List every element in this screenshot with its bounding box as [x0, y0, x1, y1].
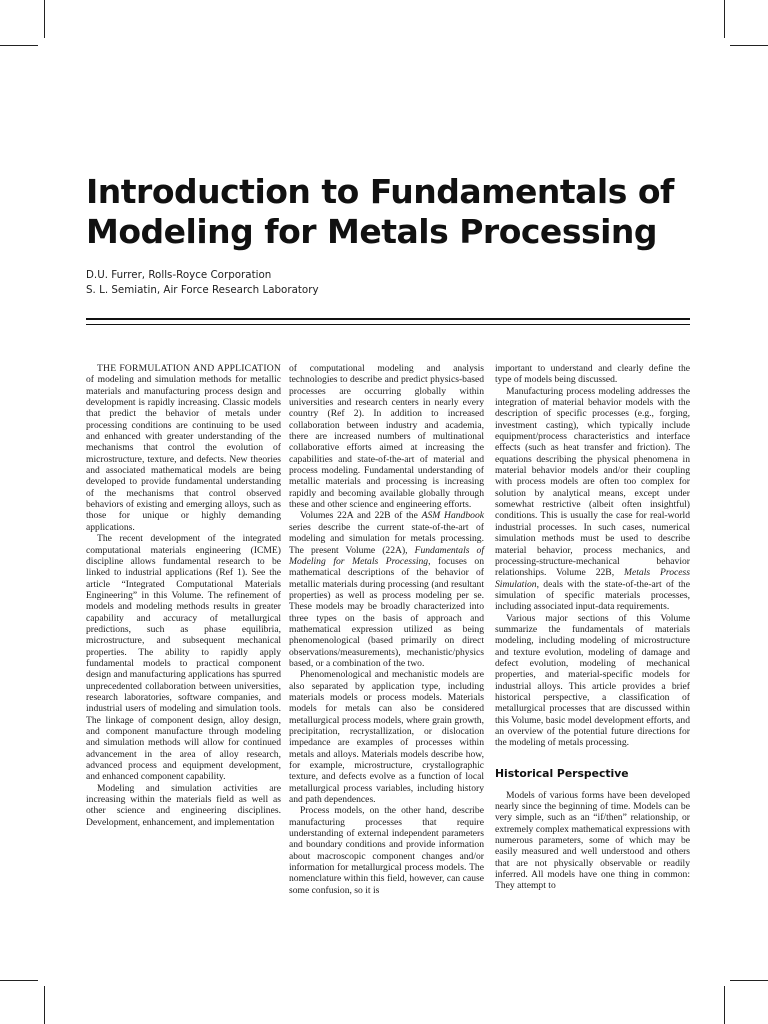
- crop-mark-bottom-right: [724, 986, 725, 1024]
- crop-mark-top-left: [44, 0, 45, 38]
- crop-mark-bottom-right-h: [730, 980, 768, 981]
- section-heading: Historical Perspective: [495, 766, 629, 780]
- paragraph-text: Manufacturing process modeling addresses the integration of material behavior models with the description of specific processes (e.g., forging, investment casting), which typically include equipment/process characteristics and interface effects (such as heat transfer and friction). The equations describing the physical phenomena in material behavior models and/or their coupling with process models are often too complex for solution by analytical means, except under somewhat restrictive (albeit often insightful) conditions. This is usually the case for real-world industrial processes. In such cases, numerical simulation methods must be used to describe material behavior, process mechanics, and processing-structure-mechanical behavior relationships. Volume 22B,: [495, 385, 690, 579]
- paragraph: of computational modeling and analysis technologies to describe and predict physics-based processes are occurring globally within universities and research centers in nearly every country (Ref 2). In addition to increased collaboration between industry and academia, there are increased numbers of multinational collaborative efforts aimed at increasing the capabilities and state-of-the-art of material and process modeling. Fundamental understanding of metallic materials and processing is increasing rapidly and becoming available globally through these and other science and engineering efforts.: [289, 363, 484, 511]
- crop-mark-bottom-left-h: [0, 980, 38, 981]
- text-column-2: [289, 363, 484, 896]
- crop-mark-top-left-h: [0, 45, 38, 46]
- author-1: D.U. Furrer, Rolls-Royce Corporation: [86, 269, 272, 281]
- header-rule-thin: [86, 324, 690, 325]
- paragraph: important to understand and clearly define the type of models being discussed.: [495, 363, 690, 386]
- paragraph-text: of modeling and simulation methods for metallic materials and manufacturing process design and development is rapidly increasing. Classic models that predict the behavior of metals under processing conditions are continuing to be used and enhanced with greater understanding of the mechanisms that control the evolution of microstructure, texture, and defects. New theories and associated mathematical models are being developed to provide fundamental understanding of the mechanisms that control observed behaviors of existing and emerging alloys, such as those for unique or highly demanding applications.: [86, 374, 281, 533]
- paragraph: [289, 510, 484, 669]
- header-rule-thick: [86, 318, 690, 320]
- text-column-3: [495, 363, 690, 892]
- paragraph-text: , deals with the state-of-the-art of the simulation of specific materials processes, including associated input-data requirements.: [495, 578, 690, 613]
- paragraph: [495, 386, 690, 613]
- title-line-1: Introduction to Fundamentals of: [86, 172, 674, 211]
- publication-title: ASM Handbook: [421, 510, 485, 522]
- title-line-2: Modeling for Metals Processing: [86, 212, 658, 251]
- crop-mark-top-right: [724, 0, 725, 38]
- paragraph: Modeling and simulation activities are increasing within the materials field as well as other science and engineering disciplines. Development, enhancement, and implementation: [86, 782, 281, 828]
- paragraph: The recent development of the integrated computational materials engineering (ICME) discipline allows fundamental research to be linked to industrial applications (Ref 1). See the article “Integrated Computational Materials Engineering” in this Volume. The refinement of models and modeling methods results in greater capability and accuracy of metallurgical predictions, such as phase equilibria, microstructure, and subsequent mechanical properties. The ability to rapidly apply fundamental models to practical component design and manufacturing applications has spurred unprecedented collaboration between universities, research laboratories, software companies, and industrial users of modeling and simulation tools. The linkage of component design, alloy design, and component manufacture through modeling and simulation methods will allow for continued advancement in the area of alloy research, advanced process and equipment development, and enhanced component capability.: [86, 533, 281, 783]
- text-column-1: [86, 363, 281, 828]
- author-2: S. L. Semiatin, Air Force Research Laboratory: [86, 284, 319, 296]
- crop-mark-top-right-h: [730, 45, 768, 46]
- paragraph-text: series describe the current state-of-the-art of modeling and simulation for metals processing. The present Volume (22A),: [289, 521, 484, 556]
- paragraph: Models of various forms have been developed nearly since the beginning of time. Models can be very simple, such as an “if/then” relationship, or extremely complex mathematical expressions with numerous parameters, some of which may be easily measured and well understood and others that are not physically observable or readily inferred. All models have one thing in common: They attempt to: [495, 789, 690, 892]
- paragraph: Phenomenological and mechanistic models are also separated by application type, including materials models or process models. Materials models for metals can also be considered metallurgical process models, where grain growth, precipitation, recrystallization, or dislocation impedance are examples of processes within metals and alloys. Materials models describe how, for example, microstructure, crystallographic texture, and defects evolve as a function of local metallurgical process variables, including history and path dependences.: [289, 669, 484, 806]
- crop-mark-bottom-left: [44, 986, 45, 1024]
- lead-in-caps: THE FORMULATION AND APPLICATION: [97, 363, 281, 374]
- author-list: [86, 268, 686, 298]
- paragraph: Various major sections of this Volume summarize the fundamentals of materials modeling, including modeling of microstructure and texture evolution, modeling of damage and defect evolution, modeling of mechanical properties, and material-specific models for industrial alloys. This article provides a brief historical perspective, a classification of metallurgical processes that are discussed within this Volume, basic model development efforts, and an overview of the potential future directions for the modeling of metals processing.: [495, 612, 690, 749]
- volume-title: Metals Process Simulation: [495, 567, 690, 590]
- article-title: [86, 172, 706, 252]
- paragraph: [86, 363, 281, 533]
- paragraph: Process models, on the other hand, describe manufacturing processes that require understanding of external independent parameters and boundary conditions and provide information about macroscopic component changes and/or information for metallurgical process models. The nomenclature within this field, however, can cause some confusion, so it is: [289, 805, 484, 896]
- paragraph-text: , focuses on mathematical descriptions of the behavior of metallic materials during processing (and resultant properties) as well as process modeling per se. These models may be broadly characterized into three types on the basis of approach and mathematical expression utilized as being phenomenological (based primarily on direct observations/measurements), mechanistic/physics based, or a combination of the two.: [289, 555, 484, 669]
- paragraph-text: Volumes 22A and 22B of the: [300, 510, 422, 522]
- volume-title: Fundamentals of Modeling for Metals Processing: [289, 544, 484, 567]
